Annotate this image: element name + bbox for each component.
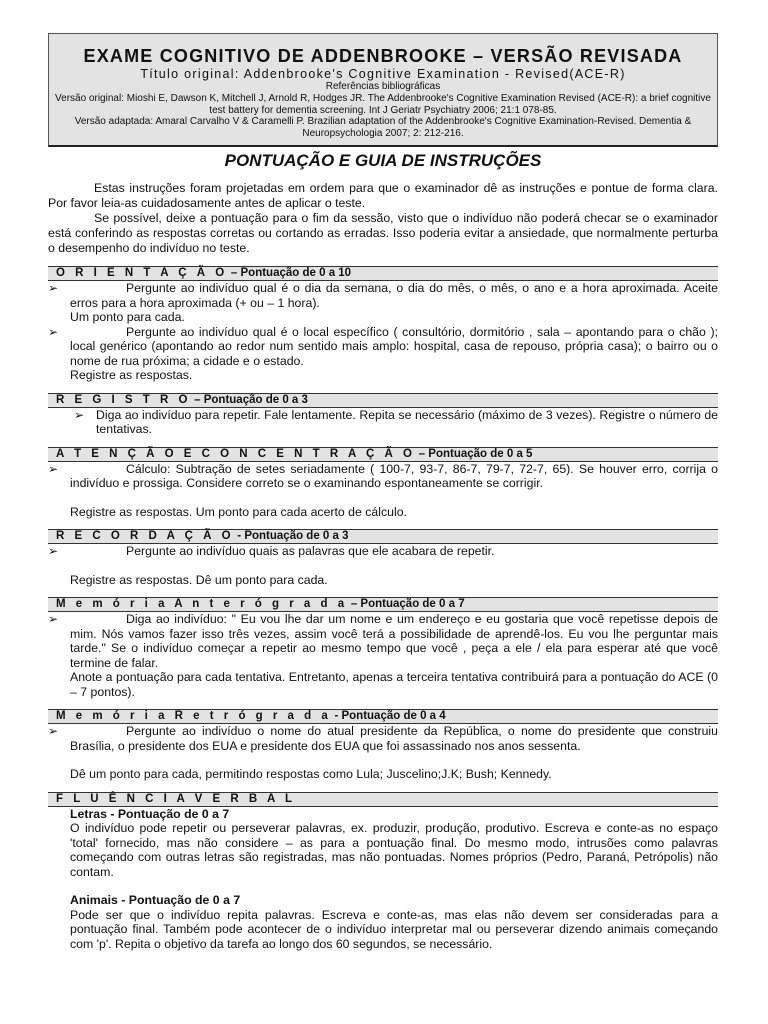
section-title: M e m ó r i a R e t r ó g r a d a — [56, 710, 332, 722]
subsection-title-letras: Letras - Pontuação de 0 a 7 — [70, 806, 230, 821]
intro-text — [48, 181, 718, 256]
instruction-text: Diga ao indivíduo para repetir. Fale lentamente. Repita se necessário (máximo de 3 vezes). Registre o número de tentativas. — [96, 407, 718, 436]
arrow-bullet-icon: ➢ — [48, 281, 59, 295]
scoring-note: Dê um ponto para cada, permitindo respostas como Lula; Juscelino;J.K; Bush; Kennedy. — [70, 767, 552, 781]
arrow-bullet-icon: ➢ — [48, 612, 59, 626]
document-page — [48, 33, 718, 951]
section-score: - Pontuação de 0 a 4 — [331, 710, 446, 722]
intro-paragraph-1: Estas instruções foram projetadas em ordem para que o examinador dê as instruções e pontue de forma clara. Por favor leia-as cuidadosamente antes de aplicar o teste. — [48, 181, 718, 210]
references-label: Referências bibliográficas — [325, 81, 441, 92]
instruction-text: Cálculo: Subtração de setes seriadamente ( 100-7, 93-7, 86-7, 79-7, 72-7, 65). Se houver erro, corrija o indivíduo e prossiga. Considere correto se o examinando espontaneamente se corrigir. — [70, 461, 718, 490]
list-item — [48, 724, 718, 753]
list-item — [48, 462, 718, 491]
instruction-text: Pergunte ao indivíduo o nome do atual presidente da República, o nome do presidente que construiu Brasília, o presidente dos EUA e presidente dos EUA que foi assassinado nos anos sessenta. — [70, 724, 718, 753]
section-score: – Pontuação de 0 a 7 — [347, 598, 465, 610]
instruction-text: Pode ser que o indivíduo repita palavras. Escreva e conte-as, mas elas não devem ser consideradas para a pontuação final. Também pode acontecer de o indivíduo interpretar mal ou perseverar dizendo animais começando com 'p'. Repita o objetivo da tarefa ao longo dos 60 segundos, se necessário. — [70, 907, 718, 951]
section-score: - Pontuação de 0 a 3 — [234, 530, 349, 542]
section-header-fluencia — [48, 792, 718, 807]
section-header-registro — [48, 393, 718, 408]
original-title: Título original: Addenbrooke's Cognitive Examination - Revised(ACE-R) — [140, 67, 626, 81]
section-title: R E C O R D A Ç Ã O — [56, 530, 235, 542]
section-header-recordacao — [48, 529, 718, 544]
section-header-anterograda — [48, 597, 718, 612]
section-registro — [48, 393, 718, 437]
arrow-bullet-icon: ➢ — [48, 461, 59, 476]
section-orientacao — [48, 266, 718, 383]
section-title: A T E N Ç Ã O E C O N C E N T R A Ç Ã O — [56, 447, 416, 460]
adapted-version-ref: Versão adaptada: Amaral Carvalho V & Caramelli P. Brazilian adaptation of the Addenbrooke's Cognitive Examination-Revised. Dementia & Neuropsychologia 2007; 2: 212-216. — [74, 116, 692, 139]
section-score: – Pontuação de 0 a 3 — [190, 393, 308, 406]
scoring-note: Registre as respostas. Um ponto para cada acerto de cálculo. — [70, 504, 407, 519]
instruction-text: O indivíduo pode repetir ou perseverar palavras, ex. produzir, produção, produtivo. Escreva e conte-as no espaço 'total' fornecido, mas não considere – as para a pontuação final. Do mesmo modo, intrusões como palavras começando com outras letras são registradas, mas não pontuadas. Nomes próprios (Pedro, Paraná, Petrópolis) não contam. — [70, 821, 718, 879]
scoring-note: Registre as respostas. — [70, 368, 193, 382]
list-item — [48, 544, 718, 559]
section-memoria-anterograda — [48, 597, 718, 699]
instruction-text: Diga ao indivíduo: " Eu vou lhe dar um nome e um endereço e eu gostaria que você repetisse depois de mim. Nós vamos fazer isso três vezes, assim você terá a possibilidade de aprendê-los. Eu vou lhe perguntar mais tarde." Se o indivíduo começar a repetir ao mesmo tempo que você , peça a ele / ela para esperar até que você termine de falar. — [70, 612, 718, 670]
scoring-note: Anote a pontuação para cada tentativa. Entretanto, apenas a terceira tentativa contribuirá para a pontuação do ACE (0 – 7 pontos). — [70, 670, 718, 699]
arrow-bullet-icon: ➢ — [48, 324, 59, 339]
arrow-bullet-icon: ➢ — [74, 407, 85, 422]
section-header-retrograda — [48, 709, 718, 724]
instruction-text: Pergunte ao indivíduo quais as palavras que ele acabara de repetir. — [126, 544, 495, 558]
section-title: F L U Ê N C I A V E R B A L — [56, 792, 296, 805]
list-item — [48, 408, 718, 437]
arrow-bullet-icon: ➢ — [48, 724, 59, 738]
list-item — [48, 612, 718, 699]
section-recordacao — [48, 529, 718, 587]
document-title: EXAME COGNITIVO DE ADDENBROOKE – VERSÃO REVISADA — [83, 46, 683, 66]
subsection-title-animais: Animais - Pontuação de 0 a 7 — [70, 893, 241, 907]
scoring-note: Registre as respostas. Dê um ponto para cada. — [70, 572, 328, 587]
section-title: R E G I S T R O — [56, 393, 191, 406]
instruction-text: Pergunte ao indivíduo qual é o dia da semana, o dia do mês, o mês, o ano e a hora aproximada. Aceite erros para a hora aproximada (+ ou – 1 hora). — [70, 281, 718, 310]
section-header-atencao — [48, 447, 718, 462]
scoring-note: Um ponto para cada. — [70, 310, 185, 324]
section-memoria-retrograda — [48, 709, 718, 782]
section-fluencia-verbal — [48, 792, 718, 952]
arrow-bullet-icon: ➢ — [48, 544, 59, 558]
guide-title: PONTUAÇÃO E GUIA DE INSTRUÇÕES — [224, 151, 542, 170]
section-score: – Pontuação de 0 a 5 — [415, 447, 533, 460]
document-header — [48, 33, 718, 147]
section-score: – Pontuação de 0 a 10 — [227, 267, 352, 279]
list-item — [48, 281, 718, 325]
intro-paragraph-2: Se possível, deixe a pontuação para o fim da sessão, visto que o indivíduo não poderá checar se o examinador está conferindo as respostas corretas ou cortando as erradas. Isso poderia evitar a ansiedade, que normalmente perturba o desempenho do indivíduo no teste. — [48, 211, 718, 255]
section-header-orientacao — [48, 266, 718, 281]
original-version-ref: Versão original: Mioshi E, Dawson K, Mitchell J, Arnold R, Hodges JR. The Addenbrooke's Cognitive Examination Revised (ACE-R): a brief cognitive test battery for dementia screening. Int J Geriatr Psychiatry 2006; 21:1 078-85. — [55, 93, 711, 116]
list-item — [48, 325, 718, 383]
section-title: M e m ó r i a A n t e r ó g r a d a — [56, 598, 348, 610]
section-title: O R I E N T A Ç Ã O — [56, 267, 228, 279]
section-atencao — [48, 447, 718, 520]
instruction-text: Pergunte ao indivíduo qual é o local específico ( consultório, dormitório , sala – apontando para o chão ); local genérico (apontando ao redor num sentido mais amplo: hospital, casa de repouso, própria casa); o bairro ou o nome de rua próxima; a cidade e o estado. — [70, 324, 718, 368]
